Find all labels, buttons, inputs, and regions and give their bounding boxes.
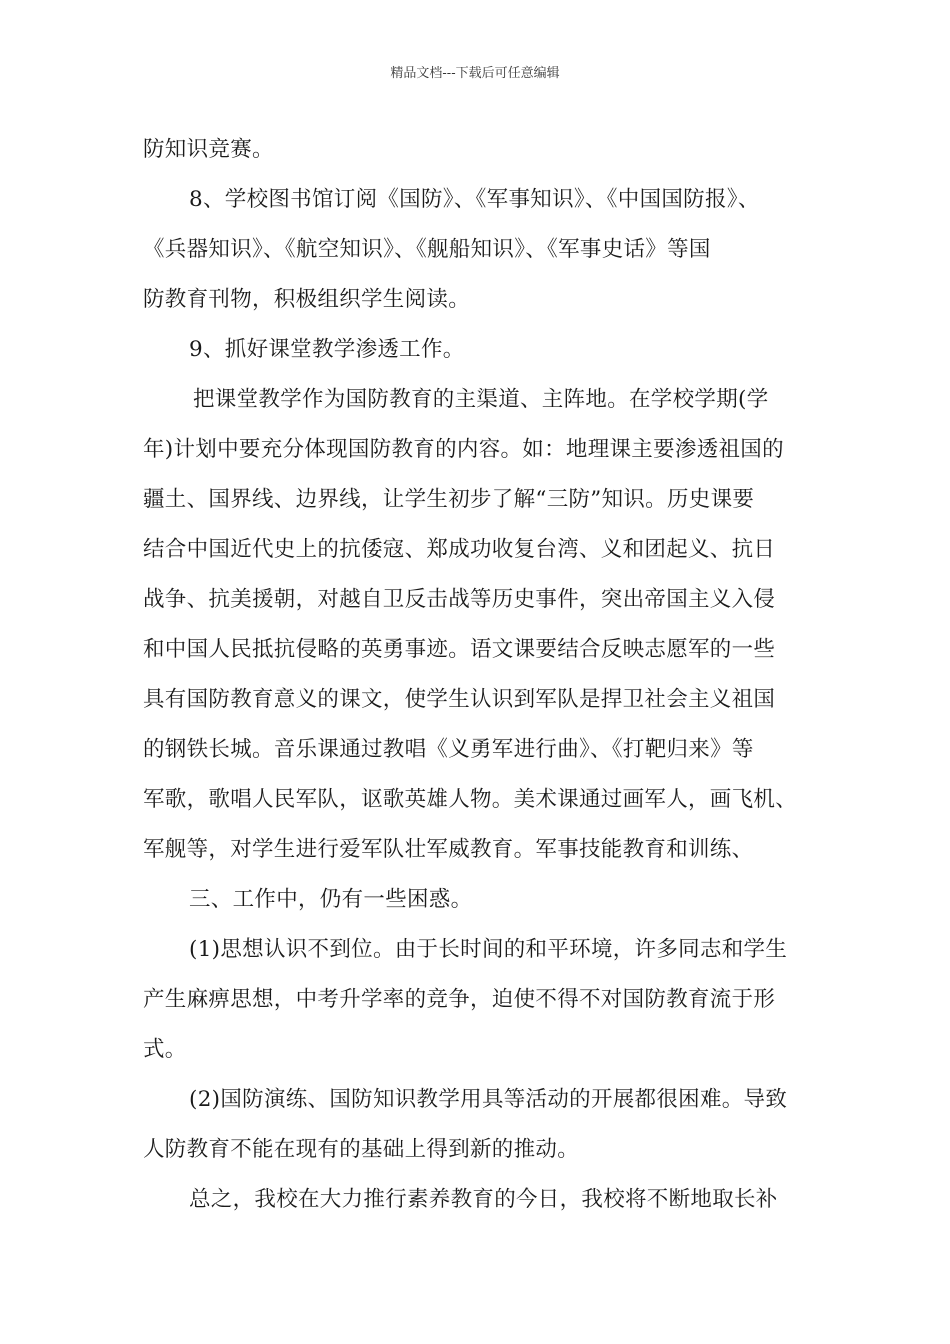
text-line-6: 把课堂教学作为国防教育的主渠道、主阵地。在学校学期(学	[193, 387, 769, 412]
text-line-11: 和中国人民抵抗侵略的英勇事迹。语文课要结合反映志愿军的一些	[143, 637, 776, 662]
text-line-1: 防知识竞赛。	[143, 137, 274, 162]
text-line-9: 结合中国近代史上的抗倭寇、郑成功收复台湾、义和团起义、抗日	[143, 537, 776, 562]
text-line-22: 总之，我校在大力推行素养教育的今日，我校将不断地取长补	[189, 1187, 778, 1212]
text-line-21: 人防教育不能在现有的基础上得到新的推动。	[143, 1137, 580, 1162]
text-line-14: 军歌，歌唱人民军队，讴歌英雄人物。美术课通过画军人，画飞机、	[143, 787, 798, 812]
text-line-8: 疆土、国界线、边界线，让学生初步了解“三防”知识。历史课要	[143, 487, 755, 512]
document-body	[143, 125, 811, 1225]
text-line-13: 的钢铁长城。音乐课通过教唱《义勇军进行曲》、《打靶归来》等	[143, 737, 754, 762]
text-line-18: 产生麻痹思想，中考升学率的竞争，迫使不得不对国防教育流于形	[143, 987, 776, 1012]
text-line-7: 年)计划中要充分体现国防教育的内容。如：地理课主要渗透祖国的	[143, 437, 784, 462]
text-line-2: 8、学校图书馆订阅《国防》、《军事知识》、《中国国防报》、	[189, 187, 760, 212]
text-line-20: (2)国防演练、国防知识教学用具等活动的开展都很困难。导致	[189, 1087, 788, 1112]
page-header: 精品文档---下载后可任意编辑	[390, 66, 560, 81]
text-line-12: 具有国防教育意义的课文，使学生认识到军队是捍卫社会主义祖国	[143, 687, 776, 712]
text-line-10: 战争、抗美援朝，对越自卫反击战等历史事件，突出帝国主义入侵	[143, 587, 776, 612]
text-line-16: 三、工作中，仍有一些困惑。	[189, 887, 473, 912]
text-line-17: (1)思想认识不到位。由于长时间的和平环境，许多同志和学生	[189, 937, 788, 962]
text-line-4: 防教育刊物，积极组织学生阅读。	[143, 287, 471, 312]
text-line-15: 军舰等，对学生进行爱军队壮军威教育。军事技能教育和训练、	[143, 837, 754, 862]
text-line-3: 《兵器知识》、《航空知识》、《舰船知识》、《军事史话》等国	[143, 237, 711, 262]
text-line-19: 式。	[143, 1037, 187, 1062]
text-line-5: 9、抓好课堂教学渗透工作。	[189, 337, 465, 362]
